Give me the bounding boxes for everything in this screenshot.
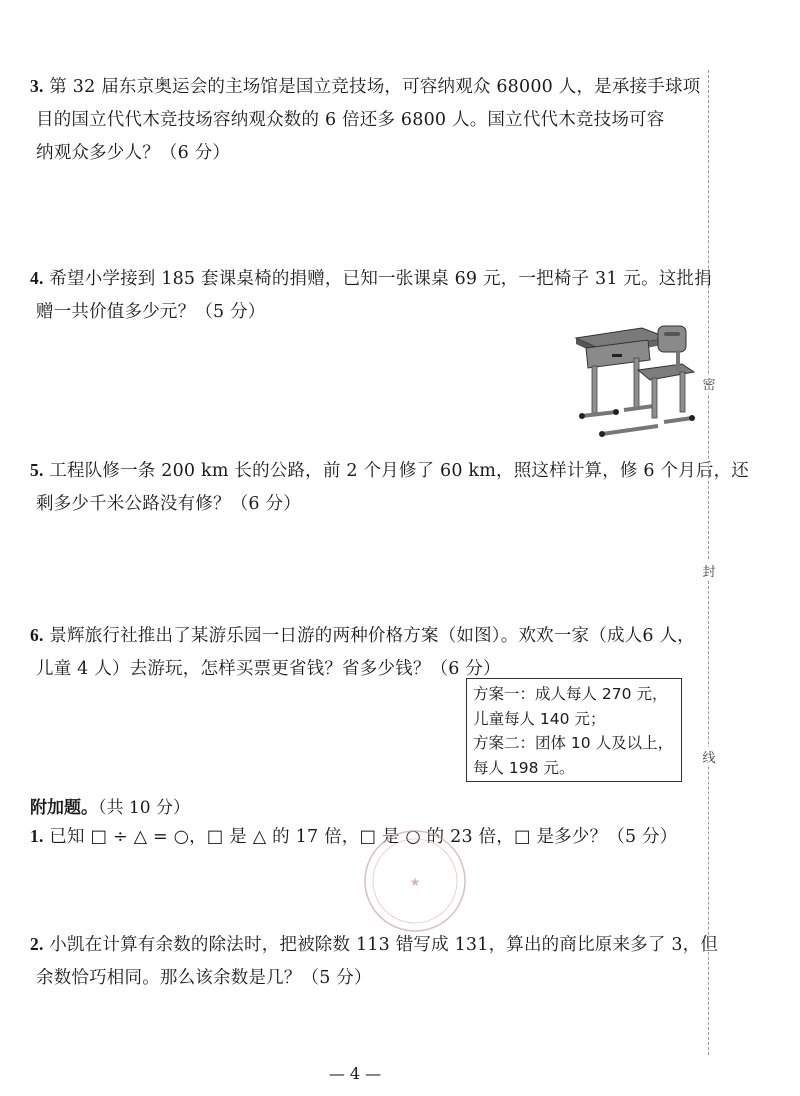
bonus-section-title <box>30 793 190 818</box>
question-text-line: 剩多少千米公路没有修？（6 分） <box>36 494 301 514</box>
question-text-line: 儿童 4 人）去游玩，怎样买票更省钱？省多少钱？（6 分） <box>36 659 501 679</box>
question-4 <box>30 262 712 329</box>
seal-char-feng: 封 <box>701 561 717 580</box>
question-text-line: 景辉旅行社推出了某游乐园一日游的两种价格方案（如图）。欢欢一家（成人6 人， <box>49 626 695 646</box>
plan-line: 每人 198 元。 <box>473 758 575 777</box>
bonus-points: （共 10 分） <box>98 798 190 818</box>
plan-line: 方案二：团体 10 人及以上， <box>473 734 674 752</box>
question-number: 4. <box>30 268 44 288</box>
question-3 <box>30 70 701 170</box>
seal-char-xian: 线 <box>701 747 717 766</box>
question-text-line: 希望小学接到 185 套课桌椅的捐赠，已知一张课桌 69 元，一把椅子 31 元。这批捐 <box>49 269 712 289</box>
question-number: 1. <box>30 826 44 846</box>
svg-text:★: ★ <box>409 875 421 889</box>
question-text-line: 目的国立代代木竞技场容纳观众数的 6 倍还多 6800 人。国立代代木竞技场可容 <box>36 110 665 130</box>
question-number: 3. <box>30 76 44 96</box>
seal-char-mi: 密 <box>701 374 717 393</box>
question-number: 2. <box>30 934 44 954</box>
question-text-line: 工程队修一条 200 km 长的公路，前 2 个月修了 60 km，照这样计算，修 6 个月后，还 <box>49 461 749 481</box>
bonus-question-2 <box>30 928 719 995</box>
plan-line: 儿童每人 140 元； <box>473 709 606 728</box>
desk-chair-image <box>572 320 698 440</box>
question-text-line: 第 32 届东京奥运会的主场馆是国立竞技场，可容纳观众 68000 人，是承接手球项 <box>49 77 701 97</box>
question-number: 6. <box>30 625 44 645</box>
question-text-line: 已知 □ ÷ △ = ○，□ 是 △ 的 17 倍，□ 是 ○ 的 23 倍，□ 是多少？（5 分） <box>49 827 678 847</box>
bonus-title-text: 附加题。 <box>30 798 98 818</box>
question-text-line: 小凯在计算有余数的除法时，把被除数 113 错写成 131，算出的商比原来多了 3，但 <box>49 935 719 955</box>
plan-line: 方案一：成人每人 270 元， <box>473 685 668 703</box>
question-text-line: 纳观众多少人？（6 分） <box>36 143 231 163</box>
page-number: — 4 — <box>328 1064 382 1083</box>
question-text-line: 赠一共价值多少元？（5 分） <box>36 302 266 322</box>
question-text-line: 余数恰巧相同。那么该余数是几？（5 分） <box>36 968 372 988</box>
price-plan-box <box>466 678 682 782</box>
question-5 <box>30 454 749 521</box>
question-6 <box>30 619 695 686</box>
question-number: 5. <box>30 460 44 480</box>
